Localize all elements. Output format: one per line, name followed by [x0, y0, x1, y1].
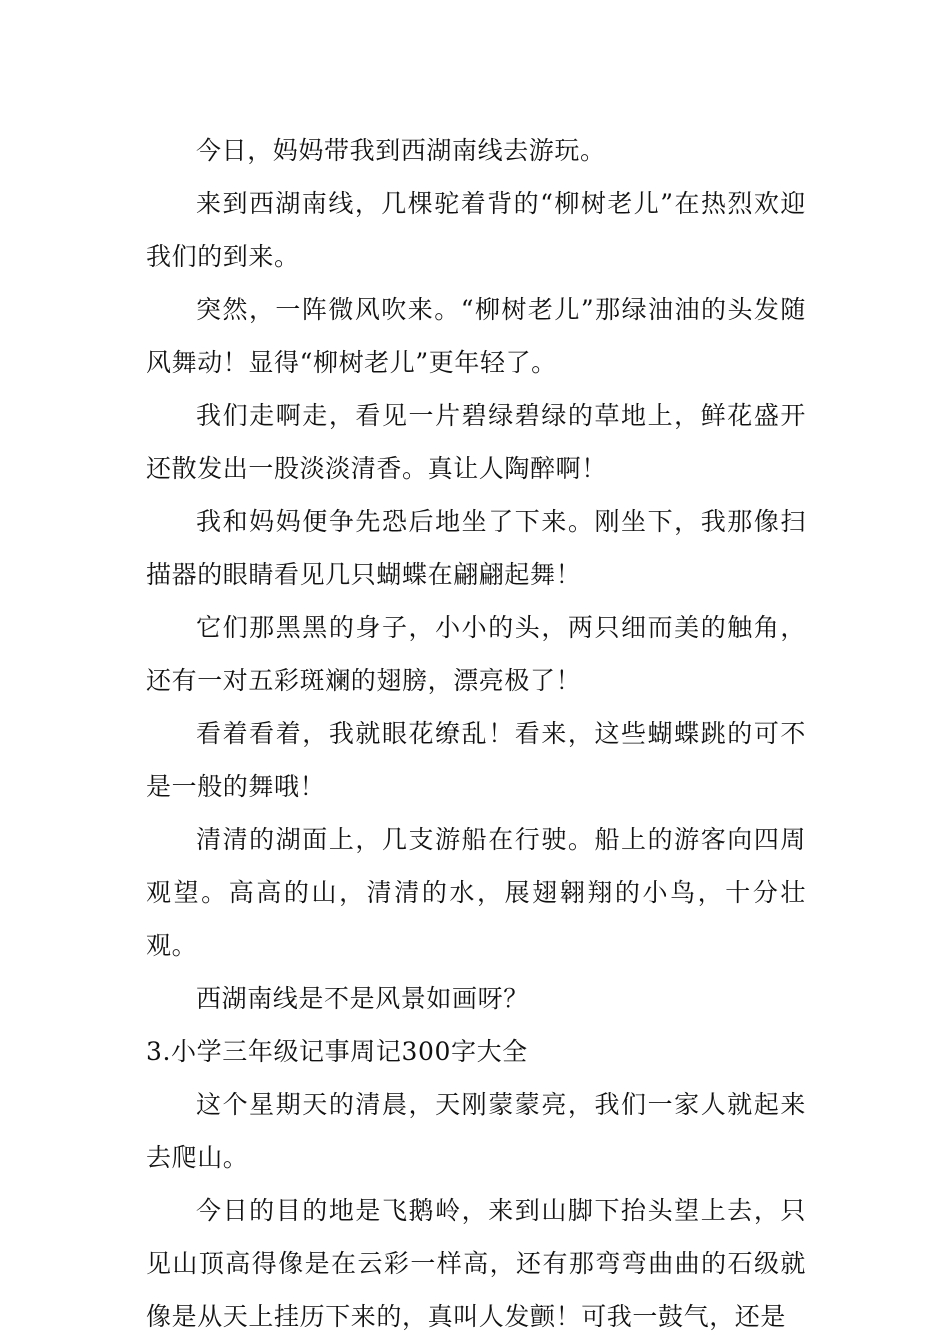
paragraph: 清清的湖面上，几支游船在行驶。船上的游客向四周观望。高高的山，清清的水，展翅翱翔的小鸟，十分壮观。 [146, 825, 806, 960]
section-heading: 3.小学三年级记事周记300字大全 [146, 1037, 528, 1066]
paragraph: 我和妈妈便争先恐后地坐了下来。刚坐下，我那像扫描器的眼睛看见几只蝴蝶在翩翩起舞！ [146, 507, 806, 589]
paragraph: 我们走啊走，看见一片碧绿碧绿的草地上，鲜花盛开还散发出一股淡淡清香。真让人陶醉啊！ [146, 401, 806, 483]
document-body [146, 124, 806, 1343]
paragraph: 看着看着，我就眼花缭乱！看来，这些蝴蝶跳的可不是一般的舞哦！ [146, 719, 806, 801]
paragraph: 今日，妈妈带我到西湖南线去游玩。 [196, 136, 606, 165]
paragraph: 这个星期天的清晨，天刚蒙蒙亮，我们一家人就起来去爬山。 [146, 1090, 806, 1172]
paragraph: 西湖南线是不是风景如画呀？ [196, 984, 529, 1013]
paragraph: 来到西湖南线，几棵驼着背的“柳树老儿”在热烈欢迎我们的到来。 [146, 189, 806, 271]
paragraph: 今日的目的地是飞鹅岭，来到山脚下抬头望上去，只见山顶高得像是在云彩一样高，还有那弯弯曲曲的石级就像是从天上挂历下来的，真叫人发颤！可我一鼓气，还是 [146, 1196, 806, 1331]
paragraph: 它们那黑黑的身子，小小的头，两只细而美的触角，还有一对五彩斑斓的翅膀，漂亮极了！ [146, 613, 806, 695]
paragraph: 突然，一阵微风吹来。“柳树老儿”那绿油油的头发随风舞动！显得“柳树老儿”更年轻了。 [146, 295, 806, 377]
